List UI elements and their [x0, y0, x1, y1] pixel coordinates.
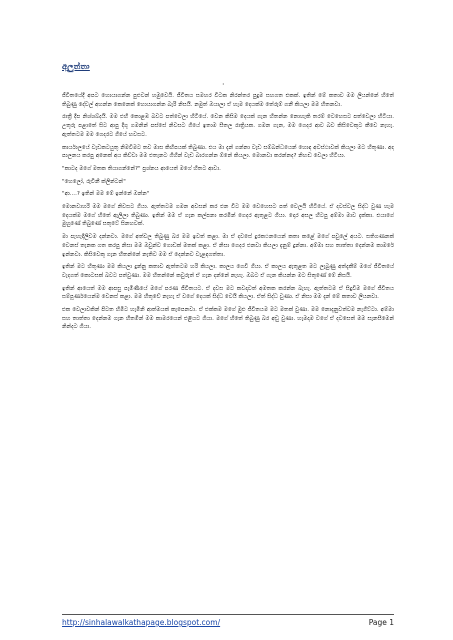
story-title: අලුත්තා [62, 62, 90, 71]
story-paragraph: එක වෙලාවකින් පිටත හිමිට හැමිනි ආත්මයක් කැපෙනවා. ඒ එක්කම මගේ මුළු ජීවිතයම මට මතක් වුණා. මම නොදැනුවත්වම නැගිට්ටා. අම්මා සහ තාත්තා දෙන්නම ගැන හිතමින් මම කාමරයෙන් එළියට ගියා. මගේ හිතේ තිබුණු බර අඩු වුණා. හැමදාම වගේ ඒ දවසෙත් මම සැනසීමෙන් නින්දට ගියා. [62, 307, 394, 331]
story-paragraph: "ආ....? ඉතින් මම මේ ඉන්නේ ඔන්න" [62, 191, 150, 198]
story-paragraph: "කාටද මගේ මතක තියාගන්නේ?" ප්‍රශ්නය ආයෙත් මගේ හිතට ආවා. [62, 165, 221, 172]
page-number: Page 1 [368, 618, 394, 627]
blog-link[interactable]: http://sinhalawalkathapage.blogspot.com/ [62, 618, 221, 627]
story-paragraph: ඉතින් මට හිතුණා මම කියලා දුන්නු කතාව ඇත්තටම හරි කියලා. කාලය ගෙවී ගියා. ඒ කාලය ඇතුළත මට ලැබුණු අත්දැකීම් මගේ ජීවිතයේ වැදගත් කොටසක් බවට පත්වුණා. මම හිතන්නේ කවුරුත් ඒ ගැන දන්නේ නැහැ. ඔබට ඒ ගැන කියන්න මට සිතුණේ මේ නිසයි. [62, 264, 394, 279]
story-paragraph: මා පැහැදිලිවම දන්නවා. මගේ අත්වල තිබුණු බර මම ඉවත් කළා. මා ඒ දවසේ දුරකථනයෙන් කතා කළේ මගේ පවුලේ අයට. සතිගණනක් වෙනස් තැනක ගත කරපු නිසා මම ඔවුන්ව ගොඩක් මතක් කළා. ඒ නිසා ගෙදර එනවා කියලා දැනුම් දුන්නා. අම්මා සහ තාත්තා දෙන්නම කාමරේ ඉන්නවා. කිසිවෙකු ගැන හිතන්නේ නැතිව මම ඒ දෙන්නව වැළඳගත්තා. [62, 234, 394, 258]
separator-mark: · [222, 80, 225, 89]
page-footer [62, 614, 394, 629]
story-paragraph: රාත්‍රී දීප නිශ්ශබ්දයි. මම එහි කොළඹ බවට පත්වෙලා හිටියේ. වෙන කිසිම දෙයක් ගැන හිතන්න නොහැකි තරම් වෙහෙසට පත්වෙලා හිටියා. උතුරු පළාතේ සිට ආපු දිගු ගමනින් පස්සේ නිවසට ගියේ ඉතාම සීතල රාත්‍රියක. ගමන ගැන, මම ගෙදර ආව බව කිසිවෙකුට කීවෙ නැහැ. ඇත්තටම මම ගෙදරට ගියේ හවසට. [62, 114, 394, 138]
story-paragraph: ඉතින් ආයෙත් මම ආපසු පැමිණියේ මගේ පරණ ජීවිතයට. ඒ දවස මට කවදාවත් අමතක කරන්න බැහැ. ඇත්තටම ඒ සිදුවීම මගේ ජීවිතය සම්පූර්ණයෙන්ම වෙනස් කළා. මම හිතුවේ නැහැ ඒ වගේ දෙයක් සිද්ධ වෙයි කියලා. ඒත් සිද්ධ වුණා. ඒ නිසා මම දැන් මේ කතාව ලියනවා. [62, 285, 394, 301]
story-paragraph: කාර්යාලයේ වැඩකටයුතු නිමවීමට තව මාස කිහිපයක් තිබුණා. එය මා දැන් ගන්නා වැඩ සම්බන්ධයෙන් හොඳ අවස්ථාවක් කියලා මට හිතුණා. අද පාලනය කරපු අනෙක් අය කිව්වා මම එතැනට ගිහින් වැඩ බාරගන්න ඕනේ කියලා. මොනවා කරන්නද? නිහඬ වෙලා හිටියා. [62, 144, 394, 160]
story-paragraph: මොනවාහරි මම මගේ නිවසට ගියා. ඇත්තටම ගමන අවසන් කර එන විට මම වෙහෙසට පත් වෙලයි හිටියේ. ඒ දවස්වල සිද්ධ වුණ හැම දෙයක්ම මගේ හිතේ ඇලිලා තිබුණා. ඉතින් මම ඒ ගැන කල්පනා කරමින් ගෙදර ඇතුළට ගියා. දොර අසල හිටපු අම්මා මාව දැක්කා. එයාගේ මුහුණේ තිබුණේ සතුටේ සිනහවක්. [62, 204, 394, 228]
story-paragraph: "හෙලෝ, රුවිනී ක්ලින්ටන්" [62, 178, 126, 185]
story-body [62, 92, 394, 614]
story-paragraph: ජීවිතයේදී අපට හොයාගන්න පුළුවන් හමුවෙයි. ජීවිතය සමහර විටක නිරන්තර පුදුම සහගත එකක්. ඉතින් මේ කතාව මම ලියන්නේ හිතේ තිබුණු දේවල් අහන්න කෙනෙක් හොයාගන්න බැරි නිසයි. නමුත් ඔයාලා ඒ හැම දෙයක්ම තේරුම් ගනී කියලා මම හිතනවා. [62, 93, 394, 108]
